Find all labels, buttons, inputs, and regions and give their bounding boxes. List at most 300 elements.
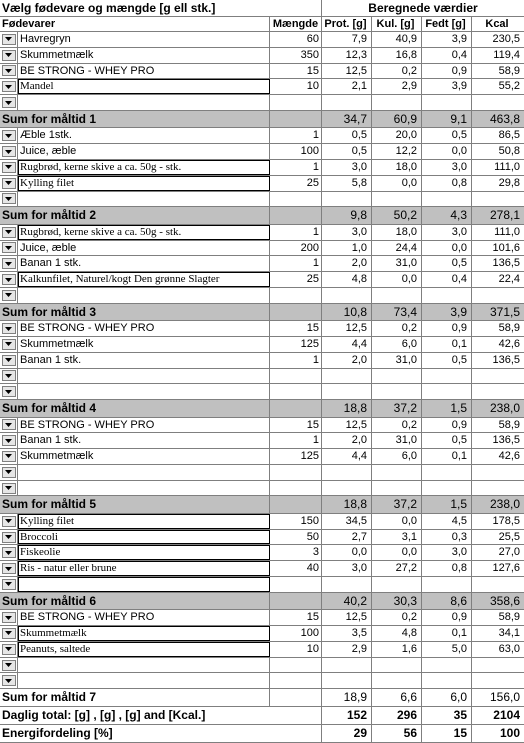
- amount-input[interactable]: 100: [270, 626, 322, 641]
- food-row: [0, 642, 524, 658]
- amount-input[interactable]: 15: [270, 64, 322, 79]
- food-select[interactable]: BE STRONG - WHEY PRO: [18, 610, 270, 625]
- dropdown-cell: [0, 610, 18, 625]
- value-prot: 5,8: [322, 176, 372, 191]
- dropdown-cell: [0, 449, 18, 464]
- empty-food-row: [0, 673, 524, 689]
- chevron-down-icon[interactable]: [2, 435, 16, 446]
- value-prot: [322, 192, 372, 207]
- empty-food-row: [0, 192, 524, 208]
- value-prot: [322, 369, 372, 384]
- daily-total-fat: 35: [422, 707, 472, 724]
- amount-input[interactable]: [270, 384, 322, 399]
- amount-input[interactable]: 25: [270, 272, 322, 287]
- value-kcal: 63,0: [498, 642, 520, 655]
- chevron-down-icon[interactable]: [2, 516, 16, 527]
- value-kul: 18,0: [372, 225, 422, 240]
- value-kcal: 50,8: [498, 145, 520, 158]
- chevron-down-icon[interactable]: [2, 227, 16, 238]
- food-row: [0, 418, 524, 434]
- food-row: [0, 353, 524, 369]
- amount-input[interactable]: 1: [270, 160, 322, 175]
- daily-total-prot: 152: [322, 707, 372, 724]
- food-row: [0, 256, 524, 272]
- food-select[interactable]: [18, 369, 270, 384]
- food-select[interactable]: [18, 673, 270, 688]
- chevron-down-icon[interactable]: [2, 323, 16, 334]
- dropdown-cell: [0, 64, 18, 79]
- value-kul: 12,2: [372, 144, 422, 159]
- amount-input[interactable]: [270, 95, 322, 110]
- value-prot: 4,4: [322, 449, 372, 464]
- value-fat: 0,4: [422, 48, 472, 63]
- chevron-down-icon[interactable]: [2, 242, 16, 253]
- food-row: [0, 545, 524, 561]
- food-select[interactable]: Kylling filet: [18, 176, 270, 191]
- col-header-fat: Fedt [g]: [422, 17, 472, 31]
- value-prot: 34,5: [322, 514, 372, 529]
- col-header-kul: Kul. [g]: [372, 17, 422, 31]
- amount-input[interactable]: 100: [270, 144, 322, 159]
- value-kul: 31,0: [372, 256, 422, 271]
- value-fat: 3,9: [422, 79, 472, 94]
- value-fat: [422, 384, 472, 399]
- chevron-down-icon[interactable]: [2, 258, 16, 269]
- col-header-food: Fødevarer: [0, 17, 270, 31]
- value-fat: 0,5: [422, 433, 472, 448]
- value-prot: 0,5: [322, 128, 372, 143]
- amount-input[interactable]: [270, 288, 322, 303]
- amount-input[interactable]: 50: [270, 530, 322, 545]
- value-kul: 0,2: [372, 64, 422, 79]
- food-select[interactable]: Kalkunfilet, Naturel/kogt Den grønne Slagter: [18, 272, 270, 287]
- meal-sum-kcal: 371,5: [472, 304, 524, 320]
- amount-input[interactable]: [270, 481, 322, 496]
- food-select[interactable]: Peanuts, saltede: [18, 642, 270, 657]
- value-fat: [422, 577, 472, 592]
- dropdown-cell: [0, 288, 18, 303]
- meal-sum-kcal: 238,0: [472, 496, 524, 512]
- food-row: [0, 48, 524, 64]
- value-fat: 3,9: [422, 32, 472, 47]
- empty-food-row: [0, 288, 524, 304]
- dropdown-cell: [0, 32, 18, 47]
- food-select[interactable]: [18, 465, 270, 480]
- value-kcal: 119,4: [493, 48, 520, 61]
- chevron-down-icon[interactable]: [2, 579, 16, 590]
- value-kul: 40,9: [372, 32, 422, 47]
- energy-kcal-percent: 100: [499, 725, 520, 740]
- value-fat: 0,8: [422, 176, 472, 191]
- value-kul: 24,4: [372, 241, 422, 256]
- dropdown-cell: [0, 658, 18, 673]
- value-kcal: 58,9: [498, 611, 520, 624]
- dropdown-cell: [0, 369, 18, 384]
- food-select[interactable]: Banan 1 stk.: [18, 433, 270, 448]
- food-row: [0, 64, 524, 80]
- food-row: [0, 176, 524, 192]
- meal-sum-fat: 6,0: [422, 689, 472, 705]
- value-fat: 0,3: [422, 530, 472, 545]
- value-prot: 3,0: [322, 561, 372, 576]
- energy-kul-percent: 56: [372, 725, 422, 742]
- chevron-down-icon[interactable]: [2, 532, 16, 543]
- food-select[interactable]: Æble 1stk.: [18, 128, 270, 143]
- food-select[interactable]: [18, 192, 270, 207]
- value-prot: 12,5: [322, 64, 372, 79]
- food-select[interactable]: [18, 577, 270, 592]
- food-row: [0, 225, 524, 241]
- amount-input[interactable]: 10: [270, 642, 322, 657]
- food-select[interactable]: Skummetmælk: [18, 449, 270, 464]
- value-fat: 0,4: [422, 272, 472, 287]
- value-fat: 4,5: [422, 514, 472, 529]
- food-row: [0, 32, 524, 48]
- meal-sum-amount-empty: [270, 304, 322, 320]
- value-fat: 0,5: [422, 256, 472, 271]
- value-prot: 2,0: [322, 256, 372, 271]
- meal-sum-amount-empty: [270, 496, 322, 512]
- value-kcal: [472, 577, 524, 592]
- food-row: [0, 337, 524, 353]
- dropdown-cell: [0, 272, 18, 287]
- meal-sum-kcal: 238,0: [472, 400, 524, 416]
- chevron-down-icon[interactable]: [2, 483, 16, 494]
- dropdown-cell: [0, 192, 18, 207]
- empty-food-row: [0, 95, 524, 111]
- amount-input[interactable]: 25: [270, 176, 322, 191]
- amount-input[interactable]: 60: [270, 32, 322, 47]
- chevron-down-icon[interactable]: [2, 178, 16, 189]
- table-body: [0, 32, 524, 707]
- chevron-down-icon[interactable]: [2, 419, 16, 430]
- chevron-down-icon[interactable]: [2, 467, 16, 478]
- food-select[interactable]: Banan 1 stk.: [18, 353, 270, 368]
- value-kcal: 86,5: [498, 129, 520, 142]
- amount-input[interactable]: 350: [270, 48, 322, 63]
- value-kcal: [472, 384, 524, 399]
- food-select[interactable]: Rugbrød, kerne skive a ca. 50g - stk.: [18, 160, 270, 175]
- chevron-down-icon[interactable]: [2, 355, 16, 366]
- meal-sum-prot: 18,9: [322, 689, 372, 705]
- value-prot: [322, 288, 372, 303]
- chevron-down-icon[interactable]: [2, 563, 16, 574]
- amount-input[interactable]: 125: [270, 337, 322, 352]
- food-select[interactable]: Juice, æble: [18, 144, 270, 159]
- meal-sum-kul: 50,2: [372, 207, 422, 223]
- chevron-down-icon[interactable]: [2, 675, 16, 686]
- dropdown-cell: [0, 353, 18, 368]
- food-select[interactable]: [18, 658, 270, 673]
- value-kul: [372, 384, 422, 399]
- food-select[interactable]: [18, 481, 270, 496]
- amount-input[interactable]: 1: [270, 128, 322, 143]
- food-row: [0, 626, 524, 642]
- food-select[interactable]: Juice, æble: [18, 241, 270, 256]
- chevron-down-icon[interactable]: [2, 290, 16, 301]
- amount-input[interactable]: 3: [270, 545, 322, 560]
- sheet-title: Vælg fødevare og mængde [g ell stk.]: [0, 0, 322, 16]
- value-fat: [422, 465, 472, 480]
- value-kul: 16,8: [372, 48, 422, 63]
- dropdown-cell: [0, 530, 18, 545]
- food-select[interactable]: [18, 95, 270, 110]
- value-fat: 0,8: [422, 561, 472, 576]
- dropdown-cell: [0, 642, 18, 657]
- value-kul: 1,6: [372, 642, 422, 657]
- chevron-down-icon[interactable]: [2, 274, 16, 285]
- value-prot: 1,0: [322, 241, 372, 256]
- value-kul: 3,1: [372, 530, 422, 545]
- meal-sum-kcal: 278,1: [472, 207, 524, 223]
- value-kcal: 22,4: [498, 273, 520, 286]
- food-row: [0, 144, 524, 160]
- meal-sum-kcal: 463,8: [472, 111, 524, 127]
- dropdown-cell: [0, 577, 18, 592]
- amount-input[interactable]: [270, 192, 322, 207]
- value-kcal: 58,9: [498, 322, 520, 335]
- value-kul: [372, 673, 422, 688]
- value-kcal: [472, 673, 524, 688]
- amount-input[interactable]: 15: [270, 321, 322, 336]
- dropdown-cell: [0, 79, 18, 94]
- empty-food-row: [0, 481, 524, 497]
- amount-input[interactable]: [270, 465, 322, 480]
- value-kcal: 58,9: [498, 64, 520, 77]
- calc-title: Beregnede værdier: [368, 1, 478, 15]
- dropdown-cell: [0, 481, 18, 496]
- value-prot: 12,5: [322, 418, 372, 433]
- chevron-down-icon[interactable]: [2, 612, 16, 623]
- amount-input[interactable]: [270, 658, 322, 673]
- value-kul: 0,2: [372, 610, 422, 625]
- header-row-1: [0, 0, 524, 17]
- food-select[interactable]: BE STRONG - WHEY PRO: [18, 64, 270, 79]
- value-kul: 0,0: [372, 545, 422, 560]
- meal-sum-fat: 9,1: [422, 111, 472, 127]
- meal-sum-prot: 10,8: [322, 304, 372, 320]
- chevron-down-icon[interactable]: [2, 130, 16, 141]
- dropdown-cell: [0, 48, 18, 63]
- food-select[interactable]: Kylling filet: [18, 514, 270, 529]
- value-kul: 20,0: [372, 128, 422, 143]
- value-kul: 31,0: [372, 353, 422, 368]
- food-select[interactable]: Fiskeolie: [18, 545, 270, 560]
- food-row: [0, 272, 524, 288]
- value-kcal: 101,6: [492, 241, 520, 254]
- food-select[interactable]: Rugbrød, kerne skive a ca. 50g - stk.: [18, 225, 270, 240]
- value-fat: 0,1: [422, 626, 472, 641]
- value-fat: 0,9: [422, 418, 472, 433]
- value-prot: 12,5: [322, 610, 372, 625]
- value-fat: [422, 481, 472, 496]
- dropdown-cell: [0, 144, 18, 159]
- food-select[interactable]: BE STRONG - WHEY PRO: [18, 418, 270, 433]
- value-kcal: 42,6: [498, 450, 520, 463]
- meal-sum-prot: 18,8: [322, 496, 372, 512]
- dropdown-cell: [0, 626, 18, 641]
- value-kul: [372, 192, 422, 207]
- value-fat: 3,0: [422, 545, 472, 560]
- meal-sum-row: [0, 400, 524, 417]
- meal-sum-amount-empty: [270, 593, 322, 609]
- value-kul: [372, 95, 422, 110]
- amount-input[interactable]: 15: [270, 610, 322, 625]
- value-kcal: 55,2: [498, 80, 520, 93]
- amount-input[interactable]: 1: [270, 225, 322, 240]
- amount-input[interactable]: 125: [270, 449, 322, 464]
- food-select[interactable]: [18, 288, 270, 303]
- value-kcal: 136,5: [492, 434, 520, 447]
- value-prot: 12,5: [322, 321, 372, 336]
- value-fat: [422, 95, 472, 110]
- value-fat: 0,5: [422, 128, 472, 143]
- value-kcal: 127,6: [492, 562, 520, 575]
- food-select[interactable]: Skummetmælk: [18, 337, 270, 352]
- energy-fat-percent: 15: [422, 725, 472, 742]
- food-select[interactable]: [18, 384, 270, 399]
- food-row: [0, 561, 524, 577]
- amount-input[interactable]: 40: [270, 561, 322, 576]
- food-select[interactable]: Skummetmælk: [18, 626, 270, 641]
- amount-input[interactable]: [270, 369, 322, 384]
- chevron-down-icon[interactable]: [2, 65, 16, 76]
- chevron-down-icon[interactable]: [2, 451, 16, 462]
- food-select[interactable]: BE STRONG - WHEY PRO: [18, 321, 270, 336]
- chevron-down-icon[interactable]: [2, 644, 16, 655]
- dropdown-cell: [0, 545, 18, 560]
- chevron-down-icon[interactable]: [2, 339, 16, 350]
- chevron-down-icon[interactable]: [2, 628, 16, 639]
- chevron-down-icon[interactable]: [2, 547, 16, 558]
- meal-sum-kul: 73,4: [372, 304, 422, 320]
- meal-sum-amount-empty: [270, 689, 322, 705]
- amount-input[interactable]: [270, 673, 322, 688]
- amount-input[interactable]: 10: [270, 79, 322, 94]
- value-kul: 6,0: [372, 337, 422, 352]
- value-kul: [372, 481, 422, 496]
- meal-sum-prot: 18,8: [322, 400, 372, 416]
- food-row: [0, 160, 524, 176]
- food-select[interactable]: Ris - natur eller brune: [18, 561, 270, 576]
- food-select[interactable]: Havregryn: [18, 32, 270, 47]
- meal-sum-label: Sum for måltid 1: [0, 111, 270, 127]
- meal-sum-fat: 3,9: [422, 304, 472, 320]
- energy-prot-percent: 29: [322, 725, 372, 742]
- empty-food-row: [0, 577, 524, 593]
- meal-sum-label: Sum for måltid 4: [0, 400, 270, 416]
- value-prot: 2,1: [322, 79, 372, 94]
- value-kul: 31,0: [372, 433, 422, 448]
- food-select[interactable]: Mandel: [18, 79, 270, 94]
- dropdown-cell: [0, 465, 18, 480]
- amount-input[interactable]: 1: [270, 256, 322, 271]
- value-prot: 3,5: [322, 626, 372, 641]
- meal-sum-prot: 34,7: [322, 111, 372, 127]
- dropdown-cell: [0, 176, 18, 191]
- dropdown-cell: [0, 384, 18, 399]
- meal-sum-prot: 9,8: [322, 207, 372, 223]
- value-kul: 6,0: [372, 449, 422, 464]
- value-kcal: 111,0: [494, 160, 520, 173]
- value-fat: 3,0: [422, 160, 472, 175]
- chevron-down-icon[interactable]: [2, 97, 16, 108]
- chevron-down-icon[interactable]: [2, 370, 16, 381]
- amount-input[interactable]: 1: [270, 433, 322, 448]
- amount-input[interactable]: [270, 577, 322, 592]
- dropdown-cell: [0, 321, 18, 336]
- value-prot: [322, 465, 372, 480]
- value-kcal: [472, 369, 524, 384]
- value-prot: 4,4: [322, 337, 372, 352]
- chevron-down-icon[interactable]: [2, 146, 16, 157]
- chevron-down-icon[interactable]: [2, 162, 16, 173]
- chevron-down-icon[interactable]: [2, 50, 16, 61]
- dropdown-cell: [0, 337, 18, 352]
- chevron-down-icon[interactable]: [2, 34, 16, 45]
- value-prot: 7,9: [322, 32, 372, 47]
- meal-sum-kul: 60,9: [372, 111, 422, 127]
- meal-sum-kul: 30,3: [372, 593, 422, 609]
- value-kul: [372, 577, 422, 592]
- value-fat: 3,0: [422, 225, 472, 240]
- food-row: [0, 514, 524, 530]
- dropdown-cell: [0, 225, 18, 240]
- value-prot: [322, 577, 372, 592]
- meal-sum-row: [0, 207, 524, 224]
- food-row: [0, 449, 524, 465]
- food-select[interactable]: Skummetmælk: [18, 48, 270, 63]
- chevron-down-icon[interactable]: [2, 193, 16, 204]
- food-select[interactable]: Banan 1 stk.: [18, 256, 270, 271]
- meal-sum-row: [0, 593, 524, 610]
- value-kcal: [472, 481, 524, 496]
- value-kul: 0,0: [372, 514, 422, 529]
- chevron-down-icon[interactable]: [2, 660, 16, 671]
- value-kcal: 27,0: [498, 546, 520, 559]
- meal-sum-amount-empty: [270, 207, 322, 223]
- energy-distribution-label: Energifordeling [%]: [0, 725, 322, 742]
- empty-food-row: [0, 384, 524, 400]
- dropdown-cell: [0, 256, 18, 271]
- value-kul: 0,2: [372, 418, 422, 433]
- value-fat: 0,5: [422, 353, 472, 368]
- value-fat: 0,9: [422, 321, 472, 336]
- value-kcal: 136,5: [492, 353, 520, 366]
- value-kcal: 111,0: [494, 225, 520, 238]
- food-select[interactable]: Broccoli: [18, 530, 270, 545]
- value-prot: 2,0: [322, 353, 372, 368]
- amount-input[interactable]: 15: [270, 418, 322, 433]
- amount-input[interactable]: 200: [270, 241, 322, 256]
- chevron-down-icon[interactable]: [2, 81, 16, 92]
- value-fat: [422, 192, 472, 207]
- meal-sum-label: Sum for måltid 6: [0, 593, 270, 609]
- value-kcal: [472, 465, 524, 480]
- amount-input[interactable]: 150: [270, 514, 322, 529]
- meal-sum-amount-empty: [270, 400, 322, 416]
- amount-input[interactable]: 1: [270, 353, 322, 368]
- energy-distribution-row: [0, 725, 524, 743]
- chevron-down-icon[interactable]: [2, 386, 16, 397]
- meal-sum-kcal: 156,0: [489, 690, 520, 705]
- value-kul: [372, 369, 422, 384]
- value-fat: 0,9: [422, 64, 472, 79]
- value-fat: 0,1: [422, 449, 472, 464]
- value-kcal: 58,9: [498, 418, 520, 431]
- value-prot: [322, 481, 372, 496]
- dropdown-cell: [0, 160, 18, 175]
